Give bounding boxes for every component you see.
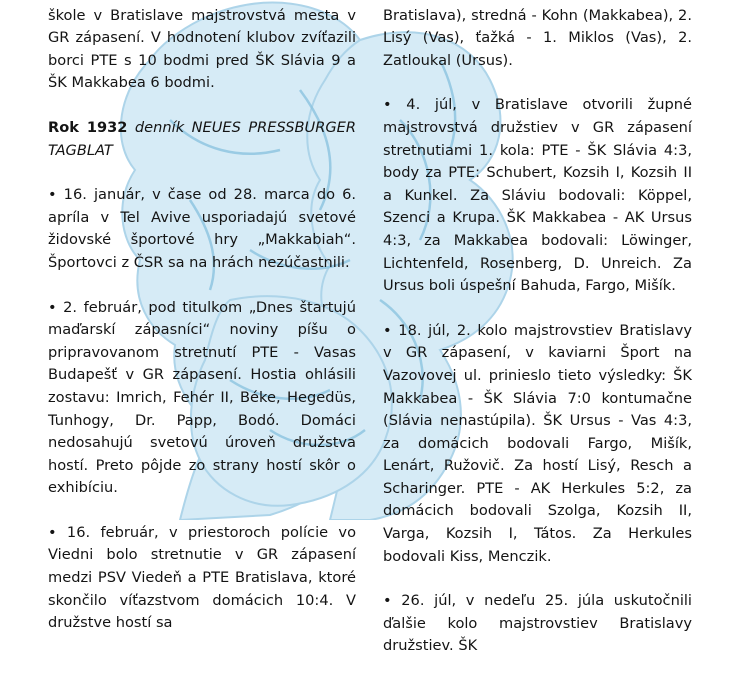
entry-16-januar: • 16. január, v čase od 28. marca do 6. apríla v Tel Avive usporiadajú svetové židovské športové hry „Makkabiah“. Športovci z ČSR sa na hrách nezúčastnili. [48,186,356,271]
entry-2-februar: • 2. február, pod titulkom „Dnes štartujú maďarskí zápasníci“ noviny píšu o pripravovanom stretnutí PTE - Vasas Budapešť v GR zápasení. Hostia ohlásili zostavu: Imrich, Fehér II, Béke, Hegedüs, Tunhogy, Dr. Papp, Bodó. Domáci nedosahujú svetovú úroveň družstva hostí. Preto pôjde zo strany hostí skôr o exhibíciu. [48,298,356,497]
right-column [383,0,692,680]
entry-2-september: škole v Bratislave majstrovstvá mesta v GR zápasení. V hodnotení klubov zvíťazili borci PTE s 10 bodmi pred ŠK Slávia 9 a ŠK Makkabea 6 bodmi. [48,6,356,92]
left-column [48,0,356,657]
entry-26-jul: • 26. júl, v nedeľu 25. júla uskutočnili ďalšie kolo majstrovstiev Bratislavy družstiev. ŠK [383,592,692,655]
year-label: Rok 1932 [48,118,128,136]
entry-continued: Bratislava), stredná - Kohn (Makkabea), 2. Lisý (Vas), ťažká - 1. Miklos (Vas), 2. Zatloukal (Ursus). [383,6,692,69]
entry-4-jul: • 4. júl, v Bratislave otvorili župné majstrovstvá družstiev v GR zápasení stretnutiami 1. kola: PTE - ŠK Slávia 4:3, body za PTE: Schubert, Kozsih I, Kozsih II a Kunkel. Za Sláviu bodovali: Köppel, Szenci a Krupa. ŠK Makkabea - AK Ursus 4:3, za Makkabea bodovali: Löwinger, Lichtenfeld, Rosenberg, D. Unreich. Za Ursus boli úspešní Bahuda, Fargo, Mišík. [383,96,692,295]
year-source: denník NEUES PRESSBURGER TAGBLAT [48,118,356,159]
year-1932-heading [48,117,356,162]
entry-16-februar: • 16. február, v priestoroch polície vo Viedni bolo stretnutie v GR zápasení medzi PSV Viedeň a PTE Bratislava, ktoré skončilo víťazstvom domácich 10:4. V družstve hostí sa [48,523,356,632]
entry-18-jul: • 18. júl, 2. kolo majstrovstiev Bratislavy v GR zápasení, v kaviarni Šport na Vazovovej ul. prinieslo tieto výsledky: ŠK Makkabea - ŠK Slávia 7:0 kontumačne (Slávia nenastúpila). ŠK Ursus - Vas 4:3, za domácich bodovali Fargo, Mišík, Lenárt, Ružovič. Za hostí Lisý, Resch a Scharinger. PTE - AK Herkules 5:2, za domácich bodovali Szolga, Kozsih II, Varga, Kozsih I, Tátos. Za Herkules bodovali Kiss, Menczik. [383,321,692,565]
